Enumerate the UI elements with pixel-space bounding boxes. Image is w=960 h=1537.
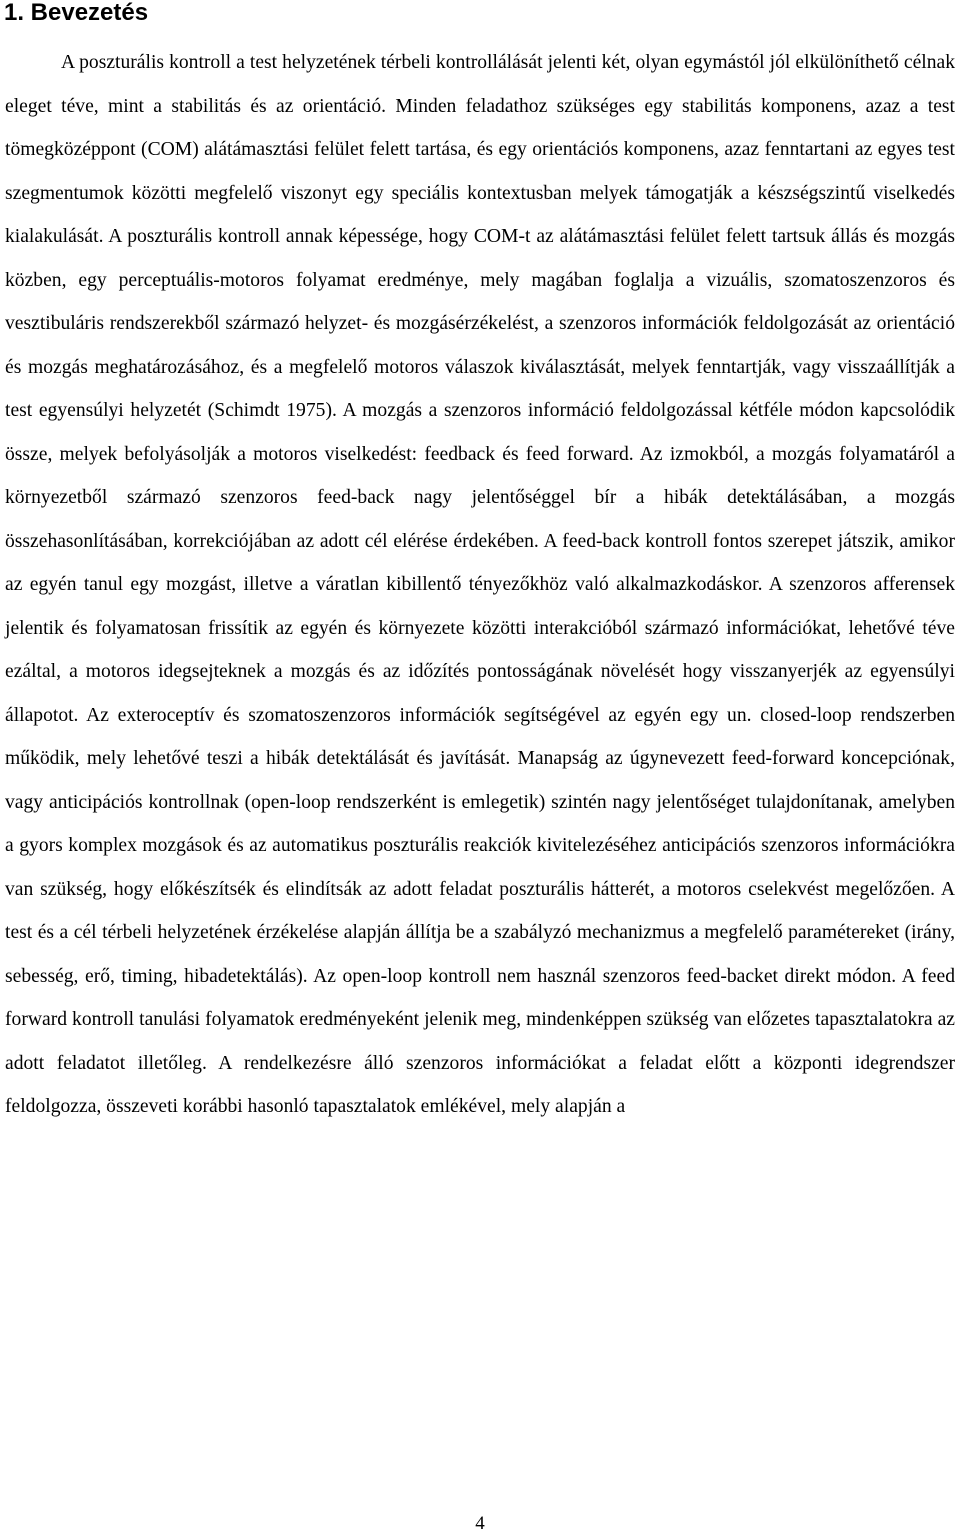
- body-paragraph: A poszturális kontroll a test helyzetének térbeli kontrollálását jelenti két, olyan egymástól jól elkülöníthető célnak eleget téve, mint a stabilitás és az orientáció. Minden feladathoz szükséges egy stabilitás komponens, azaz a test tömegközéppont (COM) alátámasztási felület felett tartása, és egy orientációs komponens, azaz fenntartani az egyes test szegmentumok közötti megfelelő viszonyt egy speciális kontextusban melyek támogatják a készségszintű viselkedés kialakulását. A poszturális kontroll annak képessége, hogy COM-t az alátámasztási felület felett tartsuk állás és mozgás közben, egy perceptuális-motoros folyamat eredménye, mely magában foglalja a vizuális, szomatoszenzoros és vesztibuláris rendszerekből származó helyzet- és mozgásérzékelést, a szenzoros információk feldolgozását az orientáció és mozgás meghatározásához, és a megfelelő motoros válaszok kiválasztását, melyek fenntartják, vagy visszaállítják a test egyensúlyi helyzetét (Schimdt 1975). A mozgás a szenzoros információ feldolgozással kétféle módon kapcsolódik össze, melyek befolyásolják a motoros viselkedést: feedback és feed forward. Az izmokból, a mozgás folyamatáról a környezetből származó szenzoros feed-back nagy jelentőséggel bír a hibák detektálásában, a mozgás összehasonlításában, korrekciójában az adott cél elérése érdekében. A feed-back kontroll fontos szerepet játszik, amikor az egyén tanul egy mozgást, illetve a váratlan kibillentő tényezőkhöz való alkalmazkodáskor. A szenzoros afferensek jelentik és folyamatosan frissítik az egyén és környezete közötti interakcióból származó információkat, lehetővé téve ezáltal, a motoros idegsejteknek a mozgás és az időzítés pontosságának növelését hogy visszanyerjék az egyensúlyi állapotot. Az exteroceptív és szomatoszenzoros információk segítségével az egyén egy un. closed-loop rendszerben működik, mely lehetővé teszi a hibák detektálását és javítását. Manapság az úgynevezett feed-forward koncepciónak, vagy anticipációs kontrollnak (open-loop rendszerként is emlegetik) szintén nagy jelentőséget tulajdonítanak, amelyben a gyors komplex mozgások és az automatikus poszturális reakciók kivitelezéséhez anticipációs szenzoros információkra van szükség, hogy előkészítsék és elindítsák az adott feladat poszturális hátterét, a motoros cselekvést megelőzően. A test és a cél térbeli helyzetének érzékelése alapján állítja be a szabályzó mechanizmus a megfelelő paramétereket (irány, sebesség, erő, timing, hibadetektálás). Az open-loop kontroll nem használ szenzoros feed-backet direkt módon. A feed forward kontroll tanulási folyamatok eredményeként jelenik meg, mindenképpen szükség van előzetes tapasztalatokra az adott feladatot illetőleg. A rendelkezésre álló szenzoros információkat a feladat előtt a központi idegrendszer feldolgozza, összeveti korábbi hasonló tapasztalatok emlékével, mely alapján a: [5, 52, 955, 1117]
- page-number: 4: [475, 1513, 485, 1534]
- section-heading: 1. Bevezetés: [4, 0, 149, 26]
